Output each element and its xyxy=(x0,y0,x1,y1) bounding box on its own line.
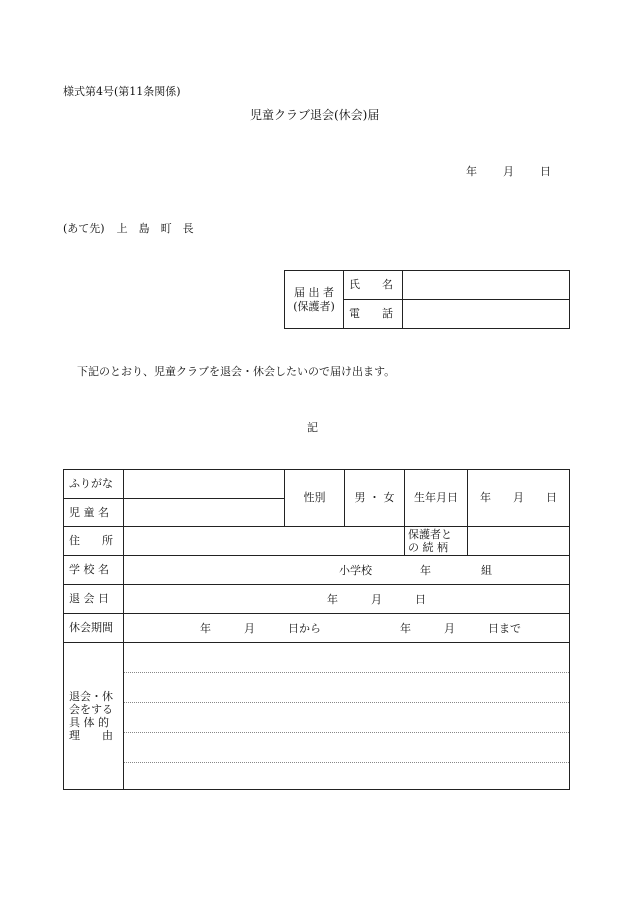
form-title: 児童クラブ退会(休会)届 xyxy=(250,108,380,122)
submitter-table xyxy=(284,270,570,329)
form-number: 様式第4号(第11条関係) xyxy=(63,85,181,98)
withdraw-date-label: 退 会 日 xyxy=(64,585,124,614)
reason-line[interactable] xyxy=(124,673,569,703)
date-day: 日 xyxy=(540,165,551,178)
addressee xyxy=(63,223,194,234)
addressee-prefix: (あて先) xyxy=(63,222,105,235)
reason-label-line: 理 由 xyxy=(69,729,113,743)
suspension-start: 年 月 日から xyxy=(200,622,321,635)
child-name-label: 児 童 名 xyxy=(64,499,124,527)
submission-date xyxy=(466,166,551,177)
reason-label xyxy=(64,643,124,790)
school-grade: 年 xyxy=(420,564,431,577)
birthdate-field[interactable]: 年 月 日 xyxy=(468,470,570,527)
date-month: 月 xyxy=(503,165,514,178)
reason-field[interactable] xyxy=(124,643,570,790)
reason-line[interactable] xyxy=(124,733,569,763)
submitter-label xyxy=(285,271,344,329)
furigana-field[interactable] xyxy=(124,470,285,499)
date-year: 年 xyxy=(466,165,477,178)
suspension-field[interactable] xyxy=(124,614,570,643)
relation-label xyxy=(405,527,468,556)
relation-label-line2: の 続 柄 xyxy=(408,541,448,554)
relation-label-line1: 保護者と xyxy=(408,527,452,541)
addressee-name: 上 島 町 長 xyxy=(116,222,194,235)
reason-label-line: 退会・休 xyxy=(69,689,113,703)
birthdate-label: 生年月日 xyxy=(405,470,468,527)
reason-line[interactable] xyxy=(124,643,569,673)
submitter-label-line1: 届 出 者 xyxy=(294,286,334,300)
school-class: 組 xyxy=(481,564,492,577)
name-field[interactable] xyxy=(403,271,570,300)
withdraw-date-field[interactable] xyxy=(124,585,570,614)
phone-label: 電 話 xyxy=(344,300,403,329)
submitter-label-line2: (保護者) xyxy=(293,299,335,313)
ki-mark: 記 xyxy=(307,421,318,434)
name-label: 氏 名 xyxy=(344,271,403,300)
address-field[interactable] xyxy=(124,527,405,556)
withdraw-date-value: 年 月 日 xyxy=(327,593,426,606)
relation-field[interactable] xyxy=(468,527,570,556)
furigana-label: ふりがな xyxy=(64,470,124,499)
gender-label: 性別 xyxy=(285,470,345,527)
reason-label-line: 会をする xyxy=(69,702,113,716)
suspension-label: 休会期間 xyxy=(64,614,124,643)
statement: 下記のとおり、児童クラブを退会・休会したいので届け出ます。 xyxy=(77,365,396,378)
reason-label-line: 具 体 的 xyxy=(69,716,109,729)
child-name-field[interactable] xyxy=(124,499,285,527)
main-table xyxy=(63,469,570,790)
school-label: 学 校 名 xyxy=(64,556,124,585)
reason-line[interactable] xyxy=(124,703,569,733)
suspension-end: 年 月 日まで xyxy=(400,622,521,635)
school-suffix: 小学校 xyxy=(339,564,372,577)
reason-line[interactable] xyxy=(124,763,569,789)
address-label: 住 所 xyxy=(64,527,124,556)
school-field[interactable] xyxy=(124,556,570,585)
gender-options[interactable]: 男 ・ 女 xyxy=(345,470,405,527)
phone-field[interactable] xyxy=(403,300,570,329)
